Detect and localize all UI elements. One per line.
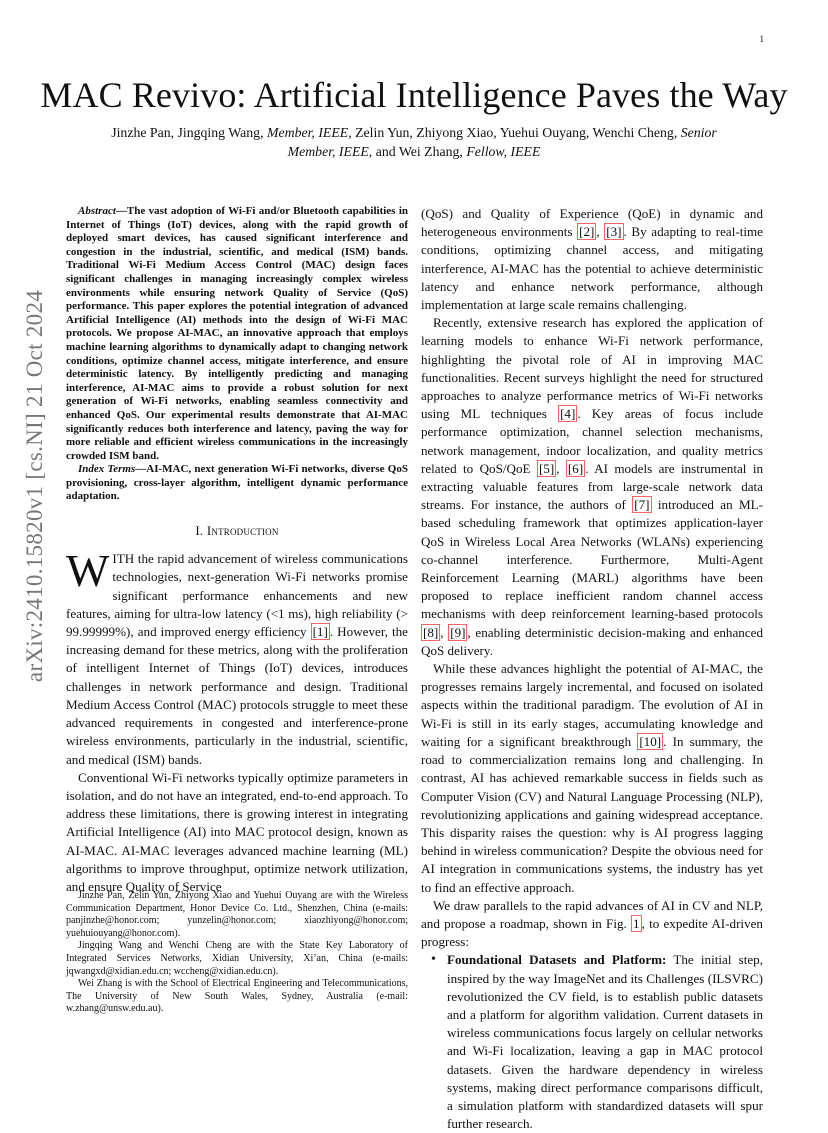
body-paragraph — [421, 205, 763, 314]
body-text: . By adapting to real-time conditions, optimizing channel access, and mitigating interference, AI-MAC has the potential to achieve deterministic latency and enhance network performance, although implementation at large scale remains challenging. — [421, 224, 763, 313]
footnote: Jingqing Wang and Wenchi Cheng are with the State Key Laboratory of Integrated Services Networks, Xidian University, Xi’an, China (e-mails: jqwangxd@xidian.edu.cn; wccheng@xidian.edu.cn). — [66, 940, 408, 977]
authors-text: Zelin Yun, Zhiyong Xiao, Yuehui Ouyang, Wenchi Cheng, — [351, 125, 681, 140]
body-text: We draw parallels to the rapid advances of AI in CV and NLP, and propose a roadmap, shown in Fig. — [421, 897, 763, 931]
left-column — [66, 205, 408, 896]
authors-text: and Wei Zhang, — [372, 144, 467, 159]
body-text: (QoS) and Quality of Experience (QoE) in dynamic and heterogeneous environments — [421, 206, 763, 240]
body-text: , enabling deterministic decision-making and enhanced QoS delivery. — [421, 624, 764, 658]
body-text: . In summary, the road to commercialization remains long and challenging. In contrast, AI has achieved remarkable success in fields such as Computer Vision (CV) and Natural Language Processing (NLP), revolutionizing applications and gaining widespread acceptance. This disparity raises the question: why is AI progress lagging behind in wireless communication? Despite the obvious need for AI integration in communications systems, the industry has yet to find an effective approach. — [421, 733, 763, 895]
arxiv-stamp-text: arXiv:2410.15820v1 [cs.NI] 21 Oct 2024 — [22, 289, 47, 683]
author-affil-title: Senior — [680, 125, 717, 140]
citation-link[interactable]: [9] — [450, 624, 466, 640]
bullet-list — [421, 951, 763, 1133]
footnotes — [66, 890, 408, 1016]
author-affil-title: Member, IEEE, — [266, 125, 352, 140]
citation-link[interactable]: [4] — [560, 406, 576, 422]
citation-link[interactable]: [1] — [312, 624, 328, 640]
body-paragraph — [421, 897, 763, 952]
section-heading — [66, 522, 408, 540]
index-terms-text: —AI-MAC, next generation Wi-Fi networks, diverse QoS provisioning, cross-layer algorithm, intelligent dynamic performance adaptation. — [66, 463, 408, 503]
body-paragraph — [421, 660, 763, 897]
intro-paragraph: Conventional Wi-Fi networks typically optimize parameters in isolation, and do not have an integrated, end-to-end approach. To address these limitations, there is growing interest in integrating Artificial Intelligence (AI) into MAC protocol design, known as AI-MAC. AI-MAC leverages advanced machine learning (ML) algorithms to improve throughput, optimize network utilization, and ensure Quality of Service — [66, 769, 408, 894]
citation-link[interactable]: [8] — [423, 624, 439, 640]
authors-text: Jinzhe Pan, Jingqing Wang, — [111, 125, 267, 140]
drop-cap: W — [66, 545, 110, 597]
citation-link[interactable]: [5] — [538, 460, 555, 476]
footnote: Wei Zhang is with the School of Electrical Engineering and Telecommunications, The University of New South Wales, Sydney, Australia (e-mail: w.zhang@unsw.edu.au). — [66, 978, 408, 1015]
body-text: , — [556, 460, 566, 476]
abstract-label: Abstract — [78, 205, 116, 217]
index-terms — [66, 463, 408, 504]
section-numeral: I. — [195, 523, 207, 539]
intro-text: . However, the increasing demand for these metrics, along with the proliferation of intelligent Internet of Things (IoT) devices, introduces challenges in network performance and design. Traditional Medium Access Control (MAC) protocols struggle to meet these advanced requirements in congested and interference-prone wireless environments, particularly in the industrial, scientific, and medical (ISM) bands. — [66, 624, 408, 767]
intro-paragraph — [66, 545, 408, 768]
intro-text: ITH the rapid advancement of wireless communications technologies, next-generation Wi-Fi networks promise significant performance enhancements and new features, aiming for ultra-low latency (<1 ms), high reliability (> 99.99999%), and improved energy efficiency — [66, 551, 408, 640]
body-text: While these advances highlight the potential of AI-MAC, the progresses remains largely incremental, and focused on isolated aspects within the traditional paradigm. The evolution of AI in Wi-Fi is still in its early stages, accumulating knowledge and waiting for a significant breakthrough — [421, 661, 763, 749]
body-text: , to expedite AI-driven progress: — [421, 915, 763, 950]
body-text: , — [440, 624, 449, 640]
figure-link[interactable]: 1 — [633, 915, 640, 931]
list-item — [447, 951, 763, 1133]
citation-link[interactable]: [10] — [639, 733, 662, 749]
body-text: Recently, extensive research has explored the application of learning models to enhance Wi-Fi network performance, highlighting the pivotal role of AI in improving MAC functionalities. Recent surveys highlight the need for structured approaches to analyze performance metrics of Wi-Fi networks using ML techniques — [421, 315, 763, 422]
citation-link[interactable]: [3] — [606, 224, 622, 240]
body-paragraph — [421, 314, 763, 660]
author-affil-title: Member, IEEE, — [287, 144, 373, 159]
body-text: , — [596, 224, 605, 240]
abstract — [66, 205, 408, 463]
author-affil-title: Fellow, IEEE — [466, 144, 541, 159]
section-title: Introduction — [206, 523, 279, 539]
body-text: . AI models are instrumental in extracting valuable features from large-scale network data streams. For instance, the authors of — [421, 460, 764, 513]
body-text: . Key areas of focus include performance optimization, channel selection mechanisms, network management, indoor localization, and quality metrics related to QoS/QoE — [421, 406, 764, 476]
index-terms-label: Index Terms — [78, 463, 136, 476]
footnote: Jinzhe Pan, Zelin Yun, Zhiyong Xiao and Yuehui Ouyang are with the Wireless Communication Department, Honor Device Co. Ltd., Shenzhen, China (e-mails: panjinzhe@honor.com; yunzelin@honor.com; xiaozhiyong@honor.com; yuehuiouyang@honor.com). — [66, 890, 408, 939]
page-number: 1 — [759, 34, 764, 44]
paper-title: MAC Revivo: Artificial Intelligence Paves the Way — [40, 75, 788, 115]
arxiv-stamp — [22, 289, 47, 683]
author-list — [70, 123, 758, 161]
bullet-heading: Foundational Datasets and Platform: — [447, 952, 667, 968]
citation-link[interactable]: [6] — [567, 460, 584, 476]
citation-link[interactable]: [7] — [634, 497, 650, 513]
abstract-text: —The vast adoption of Wi-Fi and/or Bluetooth capabilities in Internet of Things (IoT) devices, along with the rapid growth of deployed smart devices, has caused significant interference and congestion in the industrial, scientific, and medical (ISM) bands. Traditional Wi-Fi Medium Access Control (MAC) design faces significant challenges in managing increasingly complex wireless environments while ensuring network Quality of Service (QoS) performance. This paper explores the potential integration of advanced Artificial Intelligence (AI) methods into the design of Wi-Fi MAC protocols. We propose AI-MAC, an innovative approach that employs machine learning algorithms to dynamically adapt to changing network conditions, optimize channel access, mitigate interference, and ensure deterministic latency. By intelligently predicting and managing interference, AI-MAC aims to provide a robust solution for next generation of Wi-Fi networks, enabling seamless connectivity and enhanced QoS. Our experimental results demonstrate that AI-MAC significantly reduces both interference and latency, paving the way for more reliable and efficient wireless communications in the increasingly crowded ISM band. — [66, 205, 408, 462]
bullet-text: The initial step, inspired by the way ImageNet and its Challenges (ILSVRC) revolutionized the CV field, is to establish public datasets and a platform for algorithm validation. Current datasets in wireless communications focus largely on cellular networks and Wi-Fi localization, leaving a gap in MAC protocol datasets. Given the hardware dependency in wireless systems, making direct performance comparisons difficult, a simulation platform with standardized datasets will spur further research. — [447, 952, 764, 1132]
right-column — [421, 205, 763, 1133]
body-text: introduced an ML-based scheduling framework that optimizes application-layer QoS in Wireless Local Area Networks (WLANs) experiencing co-channel interference. Furthermore, Multi-Agent Reinforcement Learning (MARL) algorithms have been proposed to replace inefficient random channel access mechanisms with deep reinforcement learning-based protocols — [421, 497, 763, 622]
citation-link[interactable]: [2] — [579, 224, 595, 240]
